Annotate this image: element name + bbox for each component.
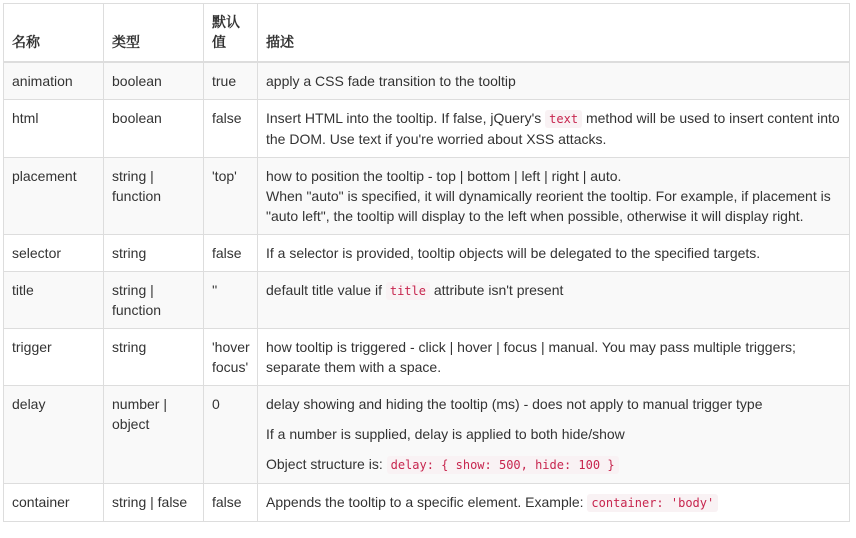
option-description xyxy=(258,100,850,158)
description-text: Appends the tooltip to a specific element. Example: xyxy=(266,494,588,510)
description-text: method will be used to insert content into the DOM. Use text if you're worried about XSS attacks. xyxy=(266,110,840,147)
option-name: selector xyxy=(4,235,104,272)
description-text: how tooltip is triggered - click | hover | focus | manual. You may pass multiple triggers; separate them with a space. xyxy=(266,339,796,375)
table-row xyxy=(4,100,850,158)
description-text: If a selector is provided, tooltip objects will be delegated to the specified targets. xyxy=(266,245,761,261)
option-default: true xyxy=(204,62,258,100)
option-description xyxy=(258,158,850,235)
inline-code: delay: { show: 500, hide: 100 } xyxy=(387,456,619,474)
table-row xyxy=(4,235,850,272)
description-text: how to position the tooltip - top | bottom | left | right | auto. xyxy=(266,168,622,184)
description-text: attribute isn't present xyxy=(429,282,564,298)
option-name: title xyxy=(4,272,104,329)
inline-code: title xyxy=(386,282,430,300)
description-text: default title value if xyxy=(266,282,386,298)
table-row xyxy=(4,158,850,235)
option-default: 0 xyxy=(204,386,258,484)
options-table xyxy=(3,3,850,522)
description-paragraph: If a number is supplied, delay is applied to both hide/show xyxy=(266,426,625,442)
inline-code: text xyxy=(545,110,582,128)
option-name: placement xyxy=(4,158,104,235)
option-name: container xyxy=(4,484,104,522)
header-type: 类型 xyxy=(104,4,204,63)
table-row xyxy=(4,62,850,100)
description-text: apply a CSS fade transition to the tooltip xyxy=(266,73,516,89)
header-name: 名称 xyxy=(4,4,104,63)
option-name: animation xyxy=(4,62,104,100)
option-name: html xyxy=(4,100,104,158)
header-default: 默认值 xyxy=(204,4,258,63)
inline-code: container: 'body' xyxy=(587,494,718,512)
description-text: When "auto" is specified, it will dynamically reorient the tooltip. For example, if placement is "auto left", the tooltip will display to the left when possible, otherwise it will display right. xyxy=(266,188,831,224)
option-default: 'top' xyxy=(204,158,258,235)
option-type: string | false xyxy=(104,484,204,522)
option-description xyxy=(258,235,850,272)
option-description xyxy=(258,329,850,386)
option-type: number | object xyxy=(104,386,204,484)
option-default: 'hover focus' xyxy=(204,329,258,386)
option-default: false xyxy=(204,235,258,272)
header-description: 描述 xyxy=(258,4,850,63)
option-default: false xyxy=(204,484,258,522)
option-description xyxy=(258,386,850,484)
table-row xyxy=(4,272,850,329)
option-type: string | function xyxy=(104,272,204,329)
table-row xyxy=(4,329,850,386)
option-description xyxy=(258,484,850,522)
option-type: string xyxy=(104,329,204,386)
option-type: string | function xyxy=(104,158,204,235)
table-row xyxy=(4,386,850,484)
description-paragraph xyxy=(266,454,842,475)
table-row xyxy=(4,484,850,522)
option-description xyxy=(258,62,850,100)
description-paragraph: delay showing and hiding the tooltip (ms) - does not apply to manual trigger type xyxy=(266,396,763,412)
option-type: boolean xyxy=(104,100,204,158)
option-name: delay xyxy=(4,386,104,484)
option-default: '' xyxy=(204,272,258,329)
option-type: string xyxy=(104,235,204,272)
description-text: Insert HTML into the tooltip. If false, jQuery's xyxy=(266,110,546,126)
option-default: false xyxy=(204,100,258,158)
option-description xyxy=(258,272,850,329)
table-header-row xyxy=(4,4,850,63)
option-type: boolean xyxy=(104,62,204,100)
option-name: trigger xyxy=(4,329,104,386)
description-text: Object structure is: xyxy=(266,456,387,472)
